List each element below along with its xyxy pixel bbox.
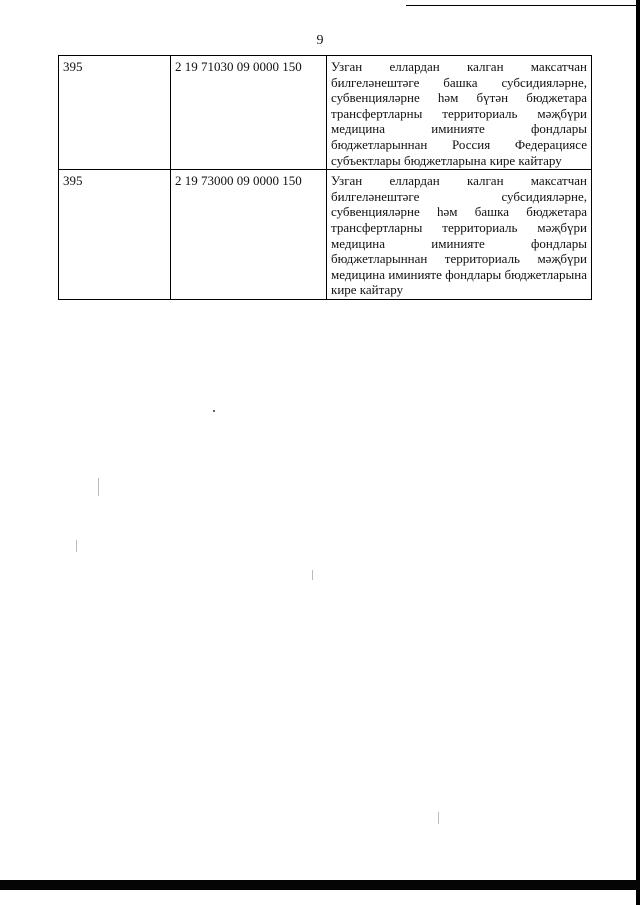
description-cell: Узган еллардан калган максатчан билгеләнештәге башка субсидияләрне, субвенцияләрне һәм бүтән бюджетара трансфертларны территориаль мәҗбүри медицина иминияте фондлары бюджетларыннан Россия Федерациясе субъектлары бюджетларына кире кайтару [327,56,592,170]
admin-code-cell: 395 [59,56,171,170]
table-row [59,170,592,300]
scan-artifact-line [76,540,77,552]
scan-speck [213,410,215,412]
scan-artifact-line [98,478,99,496]
scan-artifact-line [312,570,313,580]
budget-code-table [58,55,592,300]
scan-right-edge [636,0,640,905]
budget-code-cell: 2 19 71030 09 0000 150 [171,56,327,170]
scan-bottom-bar [0,880,640,890]
budget-code-cell: 2 19 73000 09 0000 150 [171,170,327,300]
table-row [59,56,592,170]
admin-code-cell: 395 [59,170,171,300]
scan-top-rule [406,5,640,6]
description-cell: Узган еллардан калган максатчан билгеләнештәге субсидияләрне, субвенцияләрне һәм башка бюджетара трансфертларны территориаль мәҗбүри медицина иминияте фондлары бюджетларыннан территориаль мәҗбүри медицина иминияте фондлары бюджетларына кире кайтару [327,170,592,300]
page-number: 9 [316,33,324,48]
scan-artifact-line [438,812,439,824]
